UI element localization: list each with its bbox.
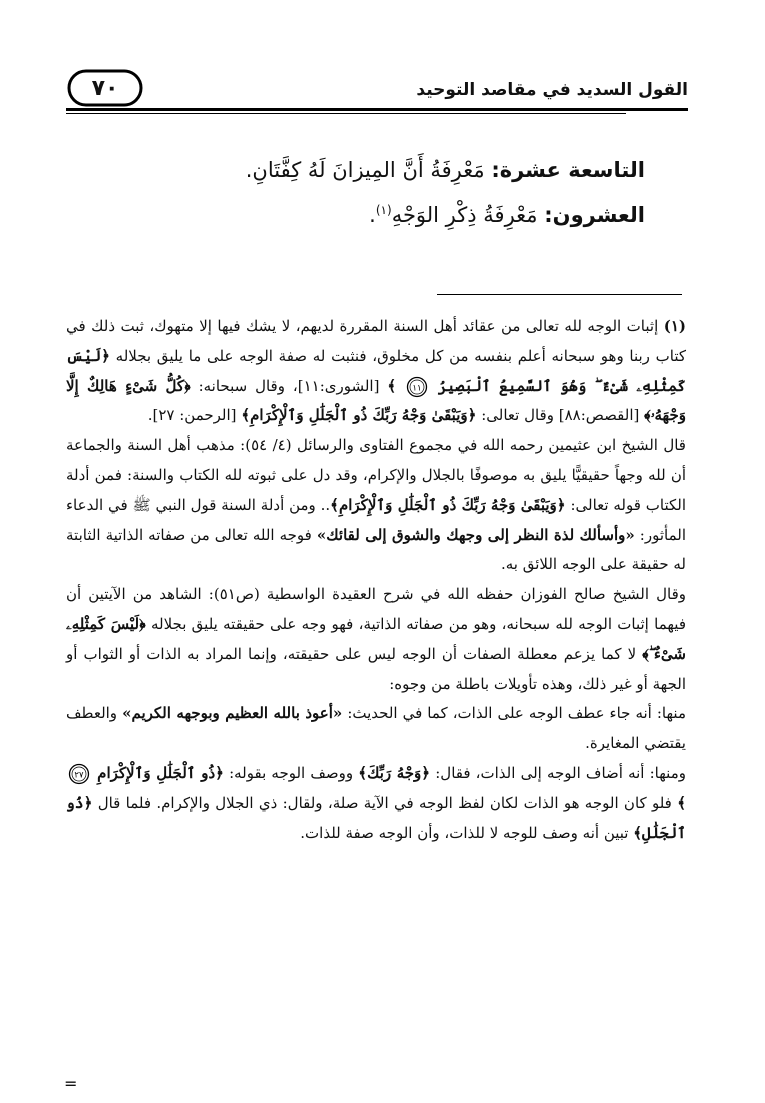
footnote-number: (١) <box>663 317 686 335</box>
footnote-text: وقال الشيخ صالح الفوزان حفظه الله في شرح العقيدة الواسطية (ص٥١): الشاهد من الآيتين أن فيهما إثبات الوجه لله سبحانه، وهو من صفاته الذاتية، فهو وجه على حقيقته يليق بجلاله <box>66 585 686 633</box>
footnote-text: ومنها: أنه أضاف الوجه إلى الذات، فقال: <box>435 763 686 782</box>
footnote-block <box>66 312 686 848</box>
quran-quote: ﴿لَيْسَ كَمِثْلِهِۦ شَىْءٌ ۖ﴾ <box>66 614 686 663</box>
footnote-text: وقال تعالى: <box>481 406 554 425</box>
footnote-paragraph-2 <box>66 431 686 580</box>
footnote-paragraph-4 <box>66 699 686 759</box>
surah-reference: [الرحمن: ٢٧]. <box>147 406 237 425</box>
main-line-1 <box>125 150 645 190</box>
main-line-2: العشرون: مَعْرِفَةُ ذِكْرِ الوَجْهِ$^{(١)}$. <box>369 203 645 227</box>
item-text-20: مَعْرِفَةُ ذِكْرِ الوَجْهِ <box>391 203 538 227</box>
quran-quote: ﴿ذُو ٱلْجَلَٰلِ وَٱلْإِكْرَامِ <box>97 763 224 782</box>
ayah-marker-icon <box>406 376 428 398</box>
footnote-text: تبين أنه وصف للوجه لا للذات، وأن الوجه صفة للذات. <box>300 823 629 842</box>
item-text-19: مَعْرِفَةُ أَنَّ المِيزانَ لَهُ كِفَّتَانِ. <box>245 158 485 182</box>
footnote-text: والعطف يقتضي المغايرة. <box>66 704 686 753</box>
footnote-reference[interactable]: (١) <box>375 203 392 217</box>
quran-quote: ﴿وَيَبْقَىٰ وَجْهُ رَبِّكَ ذُو ٱلْجَلَٰلِ وَٱلْإِكْرَامِ﴾ <box>241 406 477 425</box>
quran-quote: ﴿وَيَبْقَىٰ وَجْهُ رَبِّكَ ذُو ٱلْجَلَٰلِ وَٱلْإِكْرَامِ﴾ <box>330 495 566 514</box>
quran-quote: ﴿كُلُّ شَىْءٍ هَالِكٌ إِلَّا وَجْهَهُۥ﴾ <box>66 376 686 425</box>
header-rule-thin <box>66 113 626 114</box>
page-number-badge <box>66 66 144 110</box>
page-number: ٧٠ <box>91 75 119 101</box>
ayah-number: ٢٧ <box>74 770 84 781</box>
footnote-paragraph-3 <box>66 580 686 699</box>
surah-reference: [القصص:٨٨] <box>558 406 640 425</box>
footnote-text: وقال سبحانه: <box>198 376 285 395</box>
quran-quote-close: ﴾ <box>677 793 686 812</box>
footnote-text: فوجه الله تعالى من صفاته الذاتية الثابتة له حقيقة على الوجه اللائق به. <box>66 525 686 574</box>
footnote-separator <box>437 294 682 295</box>
footnote-paragraph-5 <box>66 759 686 848</box>
book-title: القول السديد في مقاصد التوحيد <box>416 80 688 100</box>
footnote-text: .. ومن أدلة السنة قول النبي ﷺ في الدعاء المأثور: <box>66 495 686 544</box>
header-rule <box>66 108 688 111</box>
ayah-marker-icon <box>68 763 90 785</box>
item-label-20: العشرون: <box>544 203 645 227</box>
footnote-text: قال الشيخ ابن عثيمين رحمه الله في مجموع الفتاوى والرسائل (٤/ ٥٤): مذهب أهل السنة والجماعة أن لله وجهاً حقيقيًّا يليق به موصوفًا بالجلال والإكرام، وقد دل على ثبوته لله الكتاب والسنة: فمن أدلة الكتاب قوله تعالى: <box>66 436 686 514</box>
surah-reference: [الشورى:١١]، <box>292 376 380 395</box>
ayah-number: ١١ <box>412 383 422 394</box>
item-label-19: التاسعة عشرة: <box>491 158 645 182</box>
main-text <box>125 150 645 235</box>
footnote-text: إثبات الوجه لله تعالى من عقائد أهل السنة المقررة لديهم، لا يشك فيها إلا متهوك، ثبت ذلك في كتاب ربنا وهو سبحانه أعلم بنفسه من كل مخلوق، فنثبت له صفة الوجه على ما يليق بجلاله <box>66 317 686 365</box>
quran-quote: ﴿لَيْسَ كَمِثْلِهِۦ شَىْءٌ ۖ وَهُوَ ٱلسَّمِيعُ ٱلْبَصِيرُ <box>66 346 686 395</box>
footnote-text: فلو كان الوجه هو الذات لكان لفظ الوجه في الآية صلة، ولقال: ذي الجلال والإكرام. فلما قال <box>97 793 672 812</box>
quran-quote: ﴿ذُو ٱلْجَلَٰلِ﴾ <box>66 793 686 842</box>
hadith-quote: «أعوذ بالله العظيم وبوجهه الكريم» <box>122 704 343 723</box>
footnote-text: ووصف الوجه بقوله: <box>229 763 354 782</box>
footnote-text: منها: أنه جاء عطف الوجه على الذات، كما في الحديث: <box>347 704 686 723</box>
continuation-mark: = <box>64 1074 78 1093</box>
footnote-text: لا كما يزعم معطلة الصفات أن الوجه ليس على حقيقته، وإنما المراد به الذات أو الثواب أو الجهة أو غير ذلك، وهذه تأويلات باطلة من وجوه: <box>66 644 686 693</box>
footnote-paragraph-1 <box>66 312 686 431</box>
quran-quote-close: ﴾ <box>387 376 397 395</box>
quran-quote: ﴿وَجْهُ رَبِّكَ﴾ <box>358 763 431 782</box>
hadith-quote: «وأسألك لذة النظر إلى وجهك والشوق إلى لقائك» <box>316 525 635 544</box>
